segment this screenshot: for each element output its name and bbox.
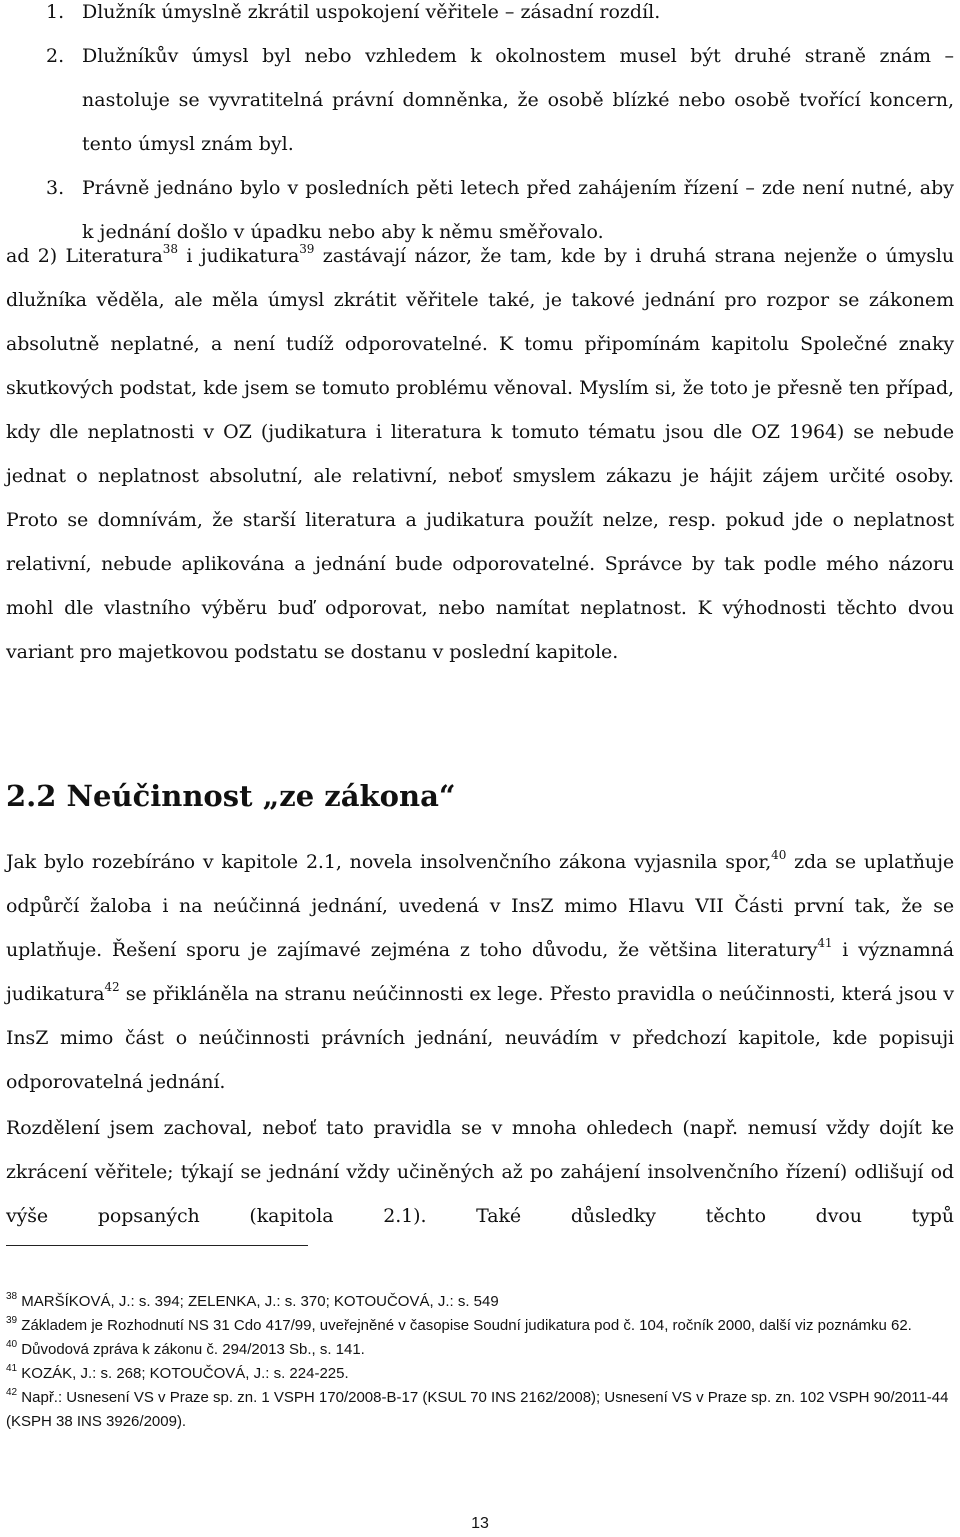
paragraph-text: zastávají názor, že tam, kde by i druhá strana nejenže o úmyslu dlužníka věděla, ale měla úmysl zkrátit věřitele také, je takové jednání pro rozpor se zákonem absolutně neplatné, a není tudíž odporovatelné. K tomu připomínám kapitolu Společné znaky skutkových podstat, kde jsem se tomuto problému věnoval. Myslím si, že toto je přesně ten případ, kdy dle neplatnosti v OZ (judikatura i literatura k tomuto tématu jsou dle OZ 1964) se nebude jednat o neplatnost absolutní, ale relativní, neboť smyslem zákazu je hájit zájem určité osoby. Proto se domnívám, že starší literatura a judikatura použít nelze, resp. pokud jde o neplatnost relativní, nebude aplikována a jednání bude odporovatelné. Správce by tak podle mého názoru mohl dle vlastního výběru buď odporovat, nebo namítat neplatnost. K výhodnosti těchto dvou variant pro majetkovou podstatu se dostanu v poslední kapitole. [6,245,954,663]
footnote-number: 40 [6,1339,18,1350]
body-paragraph: Rozdělení jsem zachoval, neboť tato pravidla se v mnoha ohledech (např. nemusí vždy dojít ke zkrácení věřitele; týkají se jednání vždy učiněných až po zahájení insolvenčního řízení) odlišují od výše popsaných (kapitola 2.1). Také důsledky těchto dvou typů [6,1117,954,1227]
list-item-number: 1. [46,1,65,23]
footnote [6,1362,954,1386]
footnote-text: Např.: Usnesení VS v Praze sp. zn. 1 VSPH 170/2008-B-17 (KSUL 70 INS 2162/2008); Usnesení VS v Praze sp. zn. 102 VSPH 90/2011-44 (KSPH 38 INS 3926/2009). [6,1389,949,1430]
list-item-text: Právně jednáno bylo v posledních pěti letech před zahájením řízení – zde není nutné, aby k jednání došlo v úpadku nebo aby k němu směřovalo. [82,177,954,243]
list-item [0,34,960,166]
paragraph-text: Jak bylo rozebíráno v kapitole 2.1, novela insolvenčního zákona vyjasnila spor, [6,851,772,873]
paragraph-text: i významná judikatura [6,939,954,1005]
footnote-text: KOZÁK, J.: s. 268; KOTOUČOVÁ, J.: s. 224-225. [21,1365,349,1382]
footnote-text: MARŠÍKOVÁ, J.: s. 394; ZELENKA, J.: s. 370; KOTOUČOVÁ, J.: s. 549 [21,1293,499,1310]
paragraph-text: se přikláněla na stranu neúčinnosti ex lege. Přesto pravidla o neúčinnosti, která jsou v InsZ mimo část o neúčinnosti právních jednání, neuvádím v předchozí kapitole, kde popisuji odporovatelná jednání. [6,983,954,1093]
footnote [6,1314,954,1338]
footnote-separator [6,1245,308,1246]
footnote-ref[interactable]: 41 [817,935,833,950]
footnote-ref[interactable]: 39 [299,241,315,256]
list-item-text: Dlužníkův úmysl byl nebo vzhledem k okolnostem musel být druhé straně znám – nastoluje se vyvratitelná právní domněnka, že osobě blízké nebo osobě tvořící koncern, tento úmysl znám byl. [82,45,954,155]
footnote-ref[interactable]: 42 [104,979,120,994]
list-item-number: 3. [46,177,65,199]
footnote-ref[interactable]: 40 [771,847,787,862]
footnote-number: 42 [6,1387,18,1398]
paragraph-text: ad 2) Literatura [6,245,163,267]
footnotes [6,1290,954,1434]
footnote-number: 39 [6,1315,18,1326]
footnote-ref[interactable]: 38 [162,241,178,256]
body-paragraph [6,234,954,674]
footnote [6,1386,954,1434]
footnote-number: 41 [6,1363,18,1374]
footnote-text: Základem je Rozhodnutí NS 31 Cdo 417/99, uveřejněné v časopise Soudní judikatura pod č. 104, ročník 2000, další viz poznámku 62. [21,1317,912,1334]
list-item-text: Dlužník úmyslně zkrátil uspokojení věřitele – zásadní rozdíl. [82,1,661,23]
section-heading: 2.2 Neúčinnost „ze zákona“ [6,779,456,813]
body-paragraph [6,840,954,1104]
footnote [6,1338,954,1362]
paragraph-text: i judikatura [177,245,300,267]
list-item [0,0,960,34]
footnote-number: 38 [6,1291,18,1302]
paragraph-text: zda se uplatňuje odpůrčí žaloba i na neúčinná jednání, uvedená v InsZ mimo Hlavu VII Části první tak, že se uplatňuje. Řešení sporu je zajímavé zejména z toho důvodu, že většina literatury [6,851,954,961]
list-item-number: 2. [46,45,65,67]
footnote-text: Důvodová zpráva k zákonu č. 294/2013 Sb., s. 141. [21,1341,365,1358]
page-number: 13 [471,1515,489,1532]
footnote [6,1290,954,1314]
